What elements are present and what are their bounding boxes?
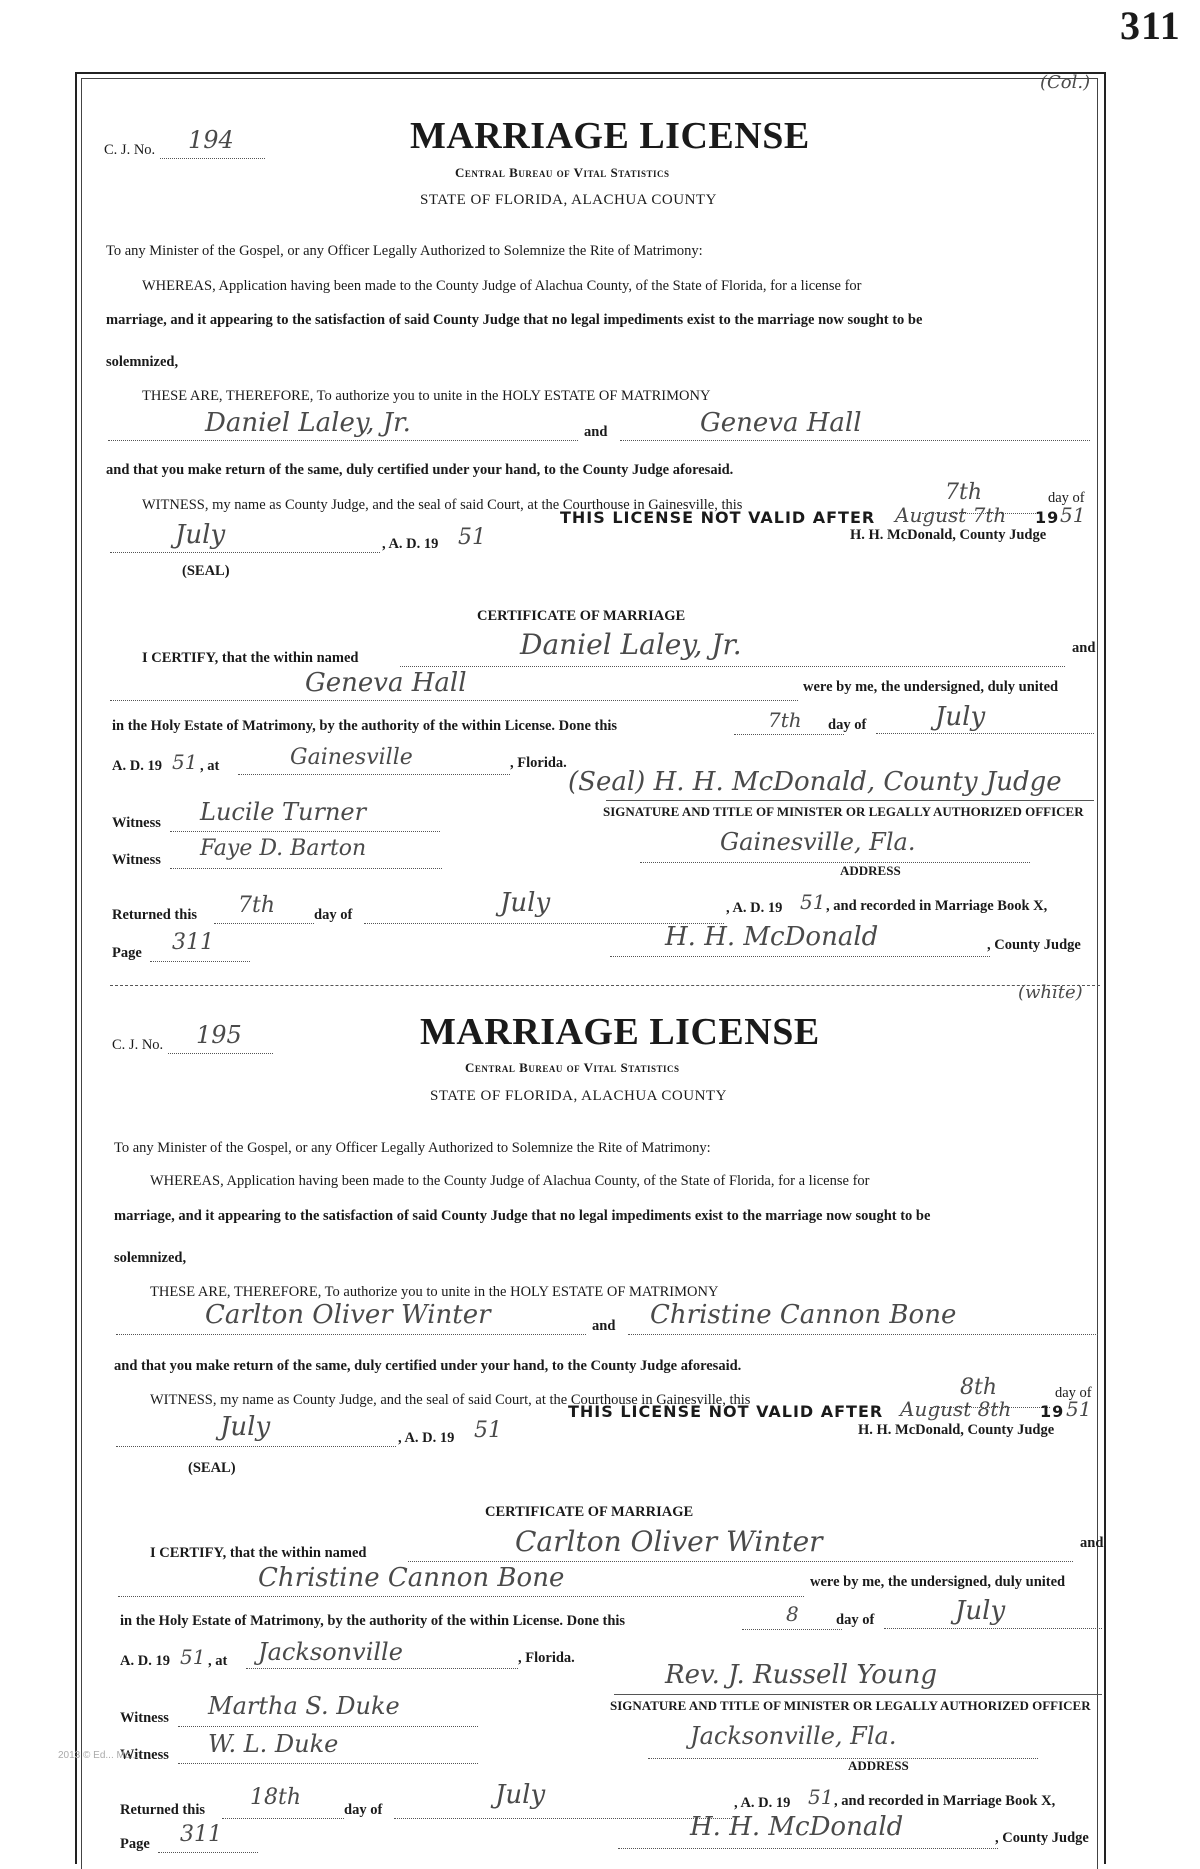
- returned-day-of: day of: [344, 1802, 383, 1818]
- whereas-line-2: marriage, and it appearing to the satisfaction of said County Judge that no legal impediments exist to the marriage now sought to be: [106, 312, 923, 328]
- copyright-watermark: 2013 © Ed... Mc...: [58, 1750, 139, 1761]
- at-label: , at: [208, 1653, 228, 1669]
- certify-label: I CERTIFY, that the within named: [142, 650, 359, 666]
- cert-groom: Carlton Oliver Winter: [515, 1525, 823, 1558]
- bureau-line: Central Bureau of Vital Statistics: [455, 165, 670, 180]
- return-line: and that you make return of the same, duly certified under your hand, to the County Judge aforesaid.: [114, 1358, 742, 1374]
- whereas-line-1: WHEREAS, Application having been made to the County Judge of Alachua County, of the State of Florida, for a license for: [150, 1173, 870, 1189]
- witness-1-name: Martha S. Duke: [208, 1692, 400, 1720]
- cj-label: C. J. No.: [104, 142, 156, 158]
- witness-day-of: day of: [1055, 1385, 1092, 1401]
- cert-groom: Daniel Laley, Jr.: [520, 628, 742, 661]
- witness-2-name: W. L. Duke: [208, 1730, 339, 1758]
- done-year: 51: [180, 1645, 206, 1669]
- valid-year-prefix: 19: [1040, 1402, 1065, 1421]
- united-text: were by me, the undersigned, duly united: [803, 679, 1059, 695]
- certificate-title: CERTIFICATE OF MARRIAGE: [485, 1504, 694, 1520]
- bureau-line: Central Bureau of Vital Statistics: [465, 1060, 680, 1075]
- whereas-line-1: WHEREAS, Application having been made to the County Judge of Alachua County, of the State of Florida, for a license for: [142, 278, 862, 294]
- returned-month: July: [495, 1780, 546, 1810]
- address-caption: ADDRESS: [848, 1758, 909, 1773]
- address-caption: ADDRESS: [840, 863, 901, 878]
- witness-1-label: Witness: [120, 1710, 169, 1726]
- whereas-line-2: marriage, and it appearing to the satisfaction of said County Judge that no legal impediments exist to the marriage now sought to be: [114, 1208, 931, 1224]
- section-separator: [110, 985, 1100, 986]
- done-day: 7th: [768, 708, 802, 732]
- holy-estate-line: in the Holy Estate of Matrimony, by the authority of the within License. Done this: [112, 718, 618, 734]
- issue-year: 51: [458, 525, 486, 550]
- judge-signature: H. H. McDonald: [665, 922, 879, 952]
- bride-name: Geneva Hall: [700, 408, 862, 438]
- cert-bride: Christine Cannon Bone: [258, 1563, 565, 1593]
- witness-line: WITNESS, my name as County Judge, and the seal of said Court, at the Courthouse in Gainesville, this: [142, 497, 743, 513]
- judge-title: H. H. McDonald, County Judge: [858, 1422, 1055, 1438]
- signature-caption: SIGNATURE AND TITLE OF MINISTER OR LEGALLY AUTHORIZED OFFICER: [610, 1698, 1091, 1713]
- ad-prefix: A. D. 19: [120, 1653, 170, 1669]
- seal-label: (SEAL): [182, 563, 230, 579]
- validity-stamp: THIS LICENSE NOT VALID AFTER: [560, 508, 876, 527]
- returned-year: 51: [800, 890, 826, 914]
- witness-2-name: Faye D. Barton: [200, 836, 367, 861]
- county-judge: , County Judge: [995, 1830, 1089, 1846]
- valid-after-date: August 8th: [900, 1397, 1012, 1421]
- cert-bride: Geneva Hall: [305, 668, 467, 698]
- returned-day-of: day of: [314, 907, 353, 923]
- signature-caption: SIGNATURE AND TITLE OF MINISTER OR LEGALLY AUTHORIZED OFFICER: [603, 804, 1084, 819]
- done-day-of: day of: [836, 1612, 875, 1628]
- returned-day: 7th: [238, 893, 276, 918]
- county-judge: , County Judge: [987, 937, 1081, 953]
- groom-name: Carlton Oliver Winter: [205, 1300, 491, 1330]
- returned-day: 18th: [250, 1785, 302, 1810]
- done-month: July: [955, 1596, 1006, 1626]
- page-value: 311: [180, 1822, 222, 1847]
- page-label: Page: [120, 1836, 150, 1852]
- witness-day: 8th: [960, 1375, 998, 1400]
- cert-and: and: [1080, 1535, 1104, 1551]
- returned-ad: , A. D. 19: [734, 1795, 791, 1811]
- corner-note: (white): [1018, 982, 1083, 1003]
- corner-note: (Col.): [1040, 72, 1091, 93]
- officer-signature: Rev. J. Russell Young: [665, 1660, 938, 1690]
- judge-title: H. H. McDonald, County Judge: [850, 527, 1047, 543]
- ad-prefix: A. D. 19: [112, 758, 162, 774]
- at-label: , at: [200, 758, 220, 774]
- page-number: 311: [1120, 3, 1181, 48]
- and-word: and: [592, 1318, 616, 1334]
- done-month: July: [935, 702, 986, 732]
- these-are-line: THESE ARE, THEREFORE, To authorize you to unite in the HOLY ESTATE OF MATRIMONY: [150, 1284, 719, 1300]
- validity-stamp: THIS LICENSE NOT VALID AFTER: [568, 1402, 884, 1421]
- place: Gainesville: [290, 745, 413, 770]
- cj-number: 194: [188, 126, 234, 154]
- witness-1-label: Witness: [112, 815, 161, 831]
- officer-signature: (Seal) H. H. McDonald, County Judge: [568, 767, 1062, 797]
- bride-name: Christine Cannon Bone: [650, 1300, 957, 1330]
- license-title: MARRIAGE LICENSE: [410, 115, 810, 157]
- state-line: STATE OF FLORIDA, ALACHUA COUNTY: [420, 192, 717, 208]
- whereas-line-3: solemnized,: [114, 1250, 187, 1266]
- returned-year: 51: [808, 1785, 834, 1809]
- judge-signature: H. H. McDonald: [690, 1812, 904, 1842]
- these-are-line: THESE ARE, THEREFORE, To authorize you to unite in the HOLY ESTATE OF MATRIMONY: [142, 388, 711, 404]
- issue-month: July: [175, 520, 226, 550]
- witness-2-label: Witness: [120, 1747, 169, 1763]
- united-text: were by me, the undersigned, duly united: [810, 1574, 1066, 1590]
- seal-label: (SEAL): [188, 1460, 236, 1476]
- issue-month: July: [220, 1412, 271, 1442]
- document-frame-inner: [81, 78, 1098, 1869]
- done-year: 51: [172, 750, 198, 774]
- florida-label: , Florida.: [518, 1650, 575, 1666]
- page-label: Page: [112, 945, 142, 961]
- recorded-text: , and recorded in Marriage Book X,: [826, 898, 1048, 914]
- witness-2-label: Witness: [112, 852, 161, 868]
- cert-and: and: [1072, 640, 1096, 656]
- valid-year: 51: [1066, 1397, 1092, 1421]
- return-line: and that you make return of the same, duly certified under your hand, to the County Judge aforesaid.: [106, 462, 734, 478]
- witness-day: 7th: [945, 480, 983, 505]
- state-line: STATE OF FLORIDA, ALACHUA COUNTY: [430, 1088, 727, 1104]
- address-value: Gainesville, Fla.: [720, 828, 916, 856]
- salutation: To any Minister of the Gospel, or any Officer Legally Authorized to Solemnize the Rite of Matrimony:: [114, 1140, 711, 1156]
- certificate-title: CERTIFICATE OF MARRIAGE: [477, 608, 686, 624]
- done-day-of: day of: [828, 717, 867, 733]
- whereas-line-3: solemnized,: [106, 354, 179, 370]
- cj-number: 195: [196, 1021, 242, 1049]
- ad-label: , A. D. 19: [382, 536, 439, 552]
- witness-1-name: Lucile Turner: [200, 798, 367, 826]
- groom-name: Daniel Laley, Jr.: [205, 408, 411, 438]
- returned-ad: , A. D. 19: [726, 900, 783, 916]
- returned-month: July: [500, 888, 551, 918]
- recorded-text: , and recorded in Marriage Book X,: [834, 1793, 1056, 1809]
- page-value: 311: [172, 930, 214, 955]
- place: Jacksonville: [258, 1638, 403, 1666]
- cj-label: C. J. No.: [112, 1037, 164, 1053]
- valid-after-date: August 7th: [895, 503, 1007, 527]
- certify-label: I CERTIFY, that the within named: [150, 1545, 367, 1561]
- done-day: 8: [786, 1602, 799, 1626]
- florida-label: , Florida.: [510, 755, 567, 771]
- holy-estate-line: in the Holy Estate of Matrimony, by the authority of the within License. Done this: [120, 1613, 626, 1629]
- ad-label: , A. D. 19: [398, 1430, 455, 1446]
- address-value: Jacksonville, Fla.: [690, 1722, 897, 1750]
- and-word: and: [584, 424, 608, 440]
- witness-day-of: day of: [1048, 490, 1085, 506]
- salutation: To any Minister of the Gospel, or any Officer Legally Authorized to Solemnize the Rite of Matrimony:: [106, 243, 703, 259]
- returned-label: Returned this: [120, 1802, 205, 1818]
- witness-line: WITNESS, my name as County Judge, and the seal of said Court, at the Courthouse in Gainesville, this: [150, 1392, 751, 1408]
- returned-label: Returned this: [112, 907, 197, 923]
- valid-year-prefix: 19: [1035, 508, 1060, 527]
- valid-year: 51: [1060, 503, 1086, 527]
- license-title: MARRIAGE LICENSE: [420, 1011, 820, 1053]
- issue-year: 51: [474, 1418, 502, 1443]
